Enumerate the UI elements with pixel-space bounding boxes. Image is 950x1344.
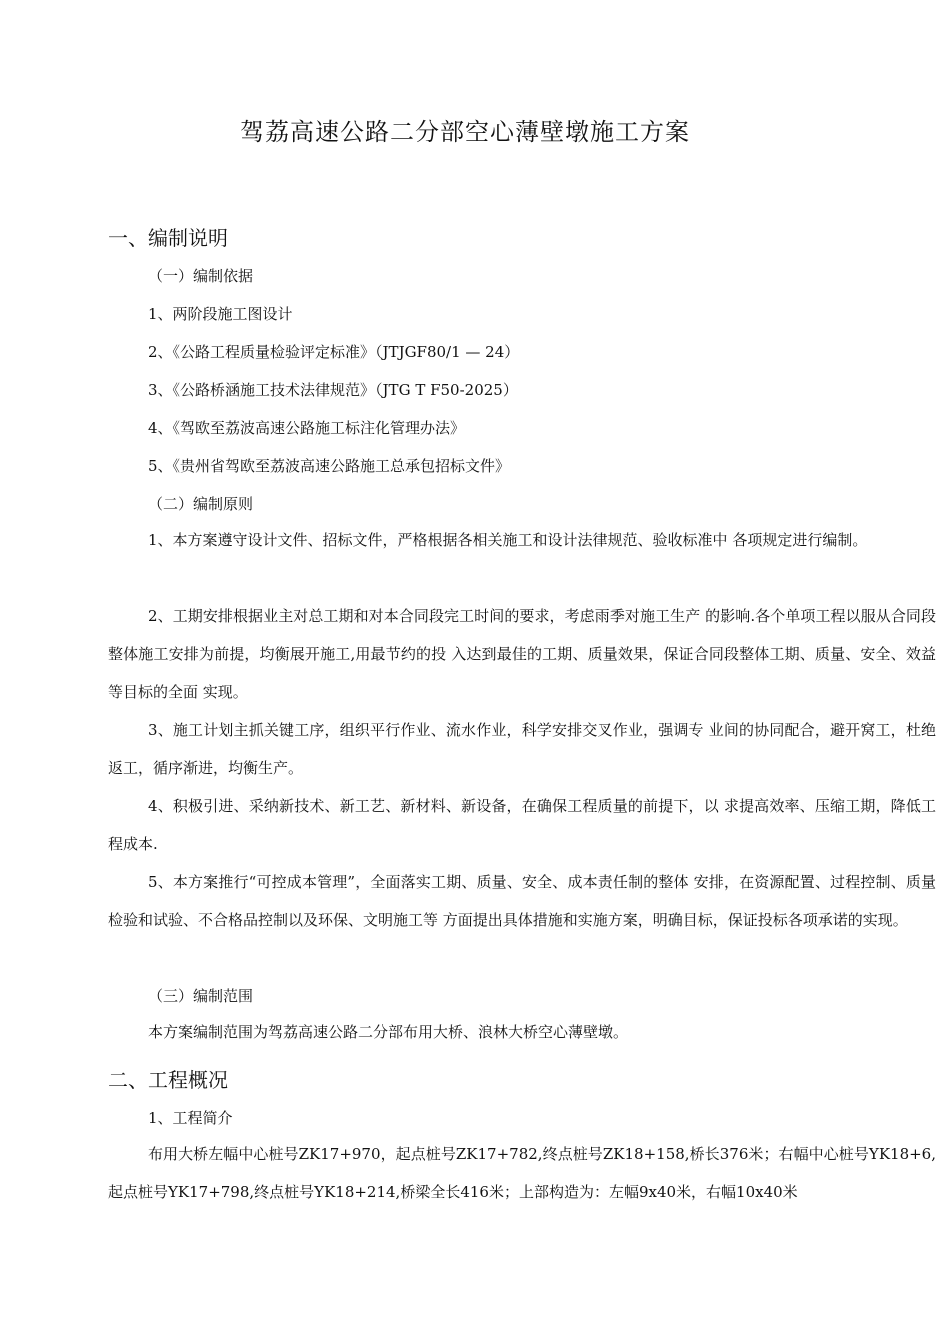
section-heading-1: 一、编制说明 [108, 226, 228, 250]
basis-item-5: 5、《贵州省驾欧至荔波高速公路施工总承包招标文件》 [148, 457, 511, 475]
principle-paragraph-3: 3、施工计划主抓关键工序，组织平行作业、流水作业，科学安排交叉作业，强调专 业间的协同配合，避开窝工，杜绝返工，循序渐进，均衡生产。 [108, 721, 936, 777]
principle-paragraph-5: 5、本方案推行“可控成本管理”，全面落实工期、质量、安全、成本责任制的整体 安排，在资源配置、过程控制、质量检验和试验、不合格品控制以及环保、文明施工等 方面提出具体措施和实施方案，明确目标，保证投标各项承诺的实现。 [108, 873, 936, 929]
document-title: 驾荔高速公路二分部空心薄壁墩施工方案 [240, 118, 690, 146]
principle-paragraph-4: 4、积极引进、采纳新技术、新工艺、新材料、新设备，在确保工程质量的前提下，以 求提高效率、压缩工期，降低工程成本. [108, 797, 936, 853]
subsection-label-basis: （一）编制依据 [148, 267, 254, 285]
basis-item-4: 4、《驾欧至荔波高速公路施工标注化管理办法》 [148, 419, 466, 437]
overview-paragraph: 布用大桥左幅中心桩号ZK17+970，起点桩号ZK17+782,终点桩号ZK18+158,桥长376米；右幅中心桩号YK18+6,起点桩号YK17+798,终点桩号YK18+214,桥梁全长416米；上部构造为：左幅9x40米，右幅10x40米 [108, 1145, 936, 1201]
section-heading-2: 二、工程概况 [108, 1068, 228, 1092]
subsection-label-scope: （三）编制范围 [148, 987, 254, 1005]
principle-paragraph-1: 1、本方案遵守设计文件、招标文件，严格根据各相关施工和设计法律规范、验收标准中 各项规定进行编制。 [148, 531, 868, 549]
scope-paragraph: 本方案编制范围为驾荔高速公路二分部布用大桥、浪林大桥空心薄壁墩。 [148, 1023, 629, 1041]
subsection-label-principles: （二）编制原则 [148, 495, 254, 513]
subsection-label-overview: 1、工程简介 [148, 1109, 233, 1127]
basis-item-2: 2、《公路工程质量检验评定标准》（JTJGF80/1 — 24） [148, 343, 520, 361]
principle-paragraph-2: 2、工期安排根据业主对总工期和对本合同段完工时间的要求，考虑雨季对施工生产 的影响.各个单项工程以服从合同段整体施工安排为前提，均衡展开施工,用最节约的投 入达到最佳的工期、质量效果，保证合同段整体工期、质量、安全、效益等目标的全面 实现。 [108, 607, 936, 701]
basis-item-1: 1、两阶段施工图设计 [148, 305, 293, 323]
basis-item-3: 3、《公路桥涵施工技术法律规范》（JTG T F50-2025） [148, 381, 518, 399]
